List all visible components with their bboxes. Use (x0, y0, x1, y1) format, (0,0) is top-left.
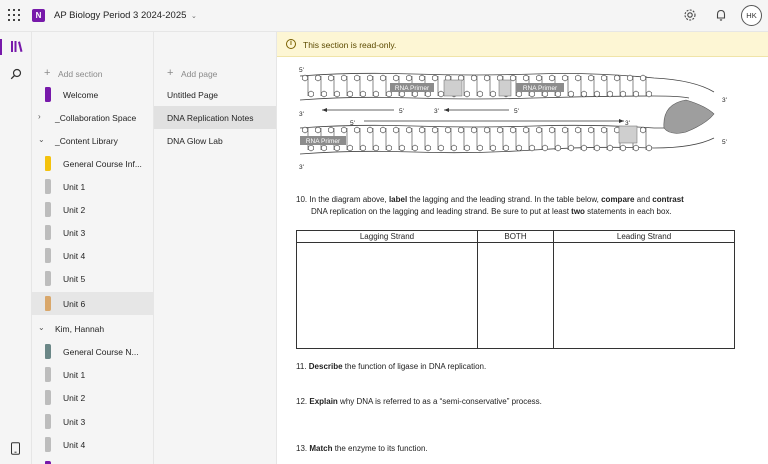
page-canvas[interactable] (277, 32, 768, 464)
section-tab-icon (45, 344, 51, 359)
avatar[interactable]: HK (741, 5, 762, 26)
chevron-down-icon: ⌄ (191, 13, 197, 20)
section-label: Unit 2 (63, 205, 86, 215)
top-nucleotide (568, 91, 573, 97)
bottom-nucleotide (471, 127, 476, 133)
top-nucleotide (347, 91, 352, 97)
section-group-collaboration-space[interactable] (32, 106, 154, 129)
top-nucleotide (575, 75, 580, 81)
bottom-nucleotide (386, 145, 391, 151)
bottom-nucleotide (373, 145, 378, 151)
section-label: Unit 3 (63, 417, 86, 427)
section-group-label: _Content Library (55, 136, 118, 146)
arrow-head-2 (444, 108, 449, 112)
question-11 (296, 361, 486, 373)
top-nucleotide (367, 75, 372, 81)
app-launcher-icon[interactable] (8, 9, 20, 21)
top-nucleotide (523, 75, 528, 81)
section-more[interactable] (32, 457, 154, 464)
bottom-nucleotide (516, 145, 521, 151)
section-label: Unit 4 (63, 440, 86, 450)
bottom-nucleotide (620, 145, 625, 151)
top-nucleotide (601, 75, 606, 81)
bottom-nucleotide (575, 127, 580, 133)
top-nucleotide (633, 91, 638, 97)
bottom-nucleotide (601, 127, 606, 133)
question-text: DNA replication on the lagging and leading strand. Be sure to put at least (311, 207, 572, 216)
bottom-nucleotide (529, 145, 534, 151)
bottom-nucleotide (646, 145, 651, 151)
table-header-both: BOTH (477, 231, 553, 243)
onenote-logo-icon: N (32, 9, 45, 22)
question-number: 11. (296, 362, 307, 371)
bottom-nucleotide (458, 127, 463, 133)
top-nucleotide (373, 91, 378, 97)
bottom-nucleotide (477, 145, 482, 151)
question-13 (296, 443, 428, 455)
section-tab-icon (45, 271, 51, 286)
label-5prime-5: 5' (722, 139, 727, 146)
chevron-down-icon: ⌄ (38, 323, 45, 332)
read-only-notice (277, 32, 768, 57)
top-nucleotide (477, 91, 482, 97)
bottom-nucleotide (451, 145, 456, 151)
top-nucleotide (334, 91, 339, 97)
bottom-nucleotide (308, 145, 313, 151)
bottom-nucleotide (425, 145, 430, 151)
top-nucleotide (302, 75, 307, 81)
section-tab-icon (45, 179, 51, 194)
section-unit-3[interactable] (32, 221, 154, 244)
arrow-head-3 (619, 119, 624, 123)
section-group-label: Kim, Hannah (55, 324, 105, 334)
label-5prime-2: 5' (399, 108, 404, 115)
arrow-head-1 (322, 108, 327, 112)
section-kim-unit-2[interactable] (32, 386, 154, 409)
top-nucleotide (536, 75, 541, 81)
section-group-kim-hannah[interactable] (32, 317, 154, 340)
polymerase-block-3 (619, 126, 637, 143)
bottom-nucleotide (445, 127, 450, 133)
question-text: and (634, 195, 653, 204)
section-unit-4[interactable] (32, 244, 154, 267)
section-general-course-notes[interactable] (32, 340, 154, 363)
bottom-nucleotide (588, 127, 593, 133)
bottom-nucleotide (399, 145, 404, 151)
bottom-nucleotide (640, 127, 645, 133)
section-label: Unit 3 (63, 228, 86, 238)
section-group-content-library[interactable] (32, 129, 154, 152)
bottom-nucleotide (354, 127, 359, 133)
section-tab-icon (45, 248, 51, 263)
rna-primer-label-2: RNA Primer (522, 85, 558, 92)
section-tab-icon (45, 202, 51, 217)
bottom-nucleotide (464, 145, 469, 151)
page-label: Untitled Page (167, 90, 219, 100)
question-keyword: Match (309, 444, 333, 453)
notebooks-nav[interactable] (0, 36, 32, 58)
bottom-nucleotide (367, 127, 372, 133)
bottom-nucleotide (321, 145, 326, 151)
plus-icon: + (167, 67, 174, 79)
mobile-device-icon[interactable] (10, 442, 21, 455)
label-5prime-3: 5' (514, 108, 519, 115)
bottom-nucleotide (549, 127, 554, 133)
bottom-nucleotide (412, 145, 417, 151)
top-nucleotide (406, 75, 411, 81)
section-tab-icon (45, 437, 51, 452)
section-tab-icon (45, 87, 51, 102)
section-tab-icon (45, 296, 51, 311)
top-bar (0, 0, 768, 32)
question-keyword: label (388, 195, 408, 204)
question-10 (296, 194, 736, 218)
top-nucleotide (464, 91, 469, 97)
question-keyword: contrast (652, 195, 684, 204)
left-rail (0, 32, 32, 464)
section-welcome[interactable] (32, 83, 154, 106)
top-nucleotide (581, 91, 586, 97)
bottom-nucleotide (607, 145, 612, 151)
table-cell-leading (554, 243, 735, 349)
question-number: 13. (296, 444, 308, 453)
bottom-nucleotide (542, 145, 547, 151)
top-nucleotide (594, 91, 599, 97)
table-cell-both (477, 243, 553, 349)
section-kim-unit-1[interactable] (32, 363, 154, 386)
bottom-nucleotide (490, 145, 495, 151)
top-nucleotide (432, 75, 437, 81)
bottom-nucleotide (523, 127, 528, 133)
add-section-button[interactable] (44, 64, 154, 84)
label-5prime-4: 5' (350, 120, 355, 127)
section-kim-unit-4[interactable] (32, 433, 154, 456)
top-nucleotide (321, 91, 326, 97)
label-3prime-4: 3' (299, 164, 304, 171)
read-only-text: This section is read-only. (303, 40, 397, 50)
top-nucleotide (607, 91, 612, 97)
section-tab-icon (45, 225, 51, 240)
pages-pane (154, 32, 277, 464)
section-label: Unit 5 (63, 274, 86, 284)
label-5prime-1: 5' (299, 67, 304, 74)
question-12 (296, 396, 542, 408)
question-keyword: Describe (308, 362, 343, 371)
page-dna-glow-lab[interactable] (154, 129, 276, 152)
bell-icon[interactable] (714, 8, 728, 22)
top-nucleotide (646, 91, 651, 97)
bottom-nucleotide (334, 145, 339, 151)
question-keyword: two (571, 207, 585, 216)
gear-icon[interactable] (683, 8, 697, 22)
bottom-nucleotide (484, 127, 489, 133)
top-strand-lower (300, 96, 689, 100)
top-nucleotide (328, 75, 333, 81)
page-label: DNA Replication Notes (167, 113, 254, 123)
bottom-nucleotide (360, 145, 365, 151)
plus-icon: + (44, 67, 51, 79)
dna-replication-diagram (294, 66, 740, 172)
bottom-nucleotide (497, 127, 502, 133)
section-label: Unit 6 (63, 299, 86, 309)
top-nucleotide (419, 75, 424, 81)
question-text: statements in each box. (584, 207, 672, 216)
section-tab-icon (45, 367, 51, 382)
top-nucleotide (393, 75, 398, 81)
page-dna-replication-notes[interactable] (154, 106, 276, 129)
notebook-title-dropdown[interactable] (54, 10, 197, 21)
label-3prime-2: 3' (434, 108, 439, 115)
section-group-label: _Collaboration Space (55, 113, 137, 123)
top-nucleotide (471, 75, 476, 81)
top-nucleotide (490, 91, 495, 97)
section-tab-icon (45, 390, 51, 405)
question-text: the enzyme to its function. (332, 444, 428, 453)
section-label: Welcome (63, 90, 99, 100)
bottom-nucleotide (419, 127, 424, 133)
question-number: 12. (296, 397, 308, 406)
section-tab-icon (45, 414, 51, 429)
bottom-nucleotide (315, 127, 320, 133)
top-nucleotide (354, 75, 359, 81)
top-nucleotide (614, 75, 619, 81)
section-label: Unit 1 (63, 370, 86, 380)
top-nucleotide (438, 91, 443, 97)
section-unit-2[interactable] (32, 198, 154, 221)
helicase-shape (664, 100, 714, 133)
section-label: Unit 4 (63, 251, 86, 261)
bottom-nucleotide (633, 145, 638, 151)
bottom-nucleotide (347, 145, 352, 151)
rna-primer-label-3: RNA Primer (305, 138, 341, 145)
top-nucleotide (627, 75, 632, 81)
section-tab-icon (45, 156, 51, 171)
top-nucleotide (341, 75, 346, 81)
bottom-nucleotide (555, 145, 560, 151)
add-section-label: Add section (58, 69, 103, 79)
section-label: General Course Inf... (63, 159, 142, 169)
table-header-leading: Leading Strand (554, 231, 735, 243)
chevron-right-icon: › (38, 112, 41, 121)
notebook-title: AP Biology Period 3 2024-2025 (54, 10, 187, 21)
bottom-nucleotide (503, 145, 508, 151)
top-nucleotide (562, 75, 567, 81)
question-text: the lagging and the leading strand. In the table below, (407, 195, 602, 204)
label-3prime-3: 3' (625, 120, 630, 127)
label-3prime-5: 3' (722, 97, 727, 104)
bottom-nucleotide (432, 127, 437, 133)
top-nucleotide (549, 75, 554, 81)
question-keyword: compare (601, 195, 635, 204)
bottom-nucleotide (302, 127, 307, 133)
bottom-nucleotide (568, 145, 573, 151)
bottom-nucleotide (380, 127, 385, 133)
page-untitled[interactable] (154, 83, 276, 106)
top-nucleotide (484, 75, 489, 81)
info-icon: i (286, 39, 296, 49)
question-text: the function of ligase in DNA replication. (342, 362, 487, 371)
bottom-nucleotide (406, 127, 411, 133)
bottom-nucleotide (562, 127, 567, 133)
rna-primer-label-1: RNA Primer (394, 85, 430, 92)
notebooks-icon (10, 40, 23, 53)
section-unit-5[interactable] (32, 267, 154, 290)
search-icon[interactable] (10, 68, 22, 80)
section-label: General Course N... (63, 347, 139, 357)
top-nucleotide (360, 91, 365, 97)
add-page-button[interactable] (167, 64, 275, 84)
top-nucleotide (620, 91, 625, 97)
table-header-lagging: Lagging Strand (297, 231, 478, 243)
polymerase-block-1 (444, 80, 462, 96)
section-general-course-info[interactable] (32, 152, 154, 175)
bottom-nucleotide (328, 127, 333, 133)
top-nucleotide (308, 91, 313, 97)
top-nucleotide (640, 75, 645, 81)
label-3prime-1: 3' (299, 111, 304, 118)
question-number: 10. (296, 195, 308, 204)
question-text: why DNA is referred to as a “semi-conservative” process. (337, 397, 542, 406)
bottom-nucleotide (594, 145, 599, 151)
question-text: In the diagram above, (307, 195, 389, 204)
question-keyword: Explain (309, 397, 338, 406)
bottom-nucleotide (341, 127, 346, 133)
section-kim-unit-3[interactable] (32, 410, 154, 433)
bottom-nucleotide (438, 145, 443, 151)
bottom-nucleotide (510, 127, 515, 133)
top-nucleotide (380, 75, 385, 81)
compare-contrast-table (296, 230, 735, 349)
chevron-down-icon: ⌄ (38, 135, 45, 144)
polymerase-block-2 (499, 80, 511, 96)
sections-pane (32, 32, 154, 464)
section-unit-6[interactable] (32, 292, 154, 315)
top-nucleotide (315, 75, 320, 81)
table-cell-lagging (297, 243, 478, 349)
section-label: Unit 1 (63, 182, 86, 192)
section-unit-1[interactable] (32, 175, 154, 198)
bottom-nucleotide (581, 145, 586, 151)
section-label: Unit 2 (63, 393, 86, 403)
page-label: DNA Glow Lab (167, 136, 223, 146)
bottom-nucleotide (536, 127, 541, 133)
add-page-label: Add page (181, 69, 218, 79)
bottom-nucleotide (393, 127, 398, 133)
top-nucleotide (588, 75, 593, 81)
